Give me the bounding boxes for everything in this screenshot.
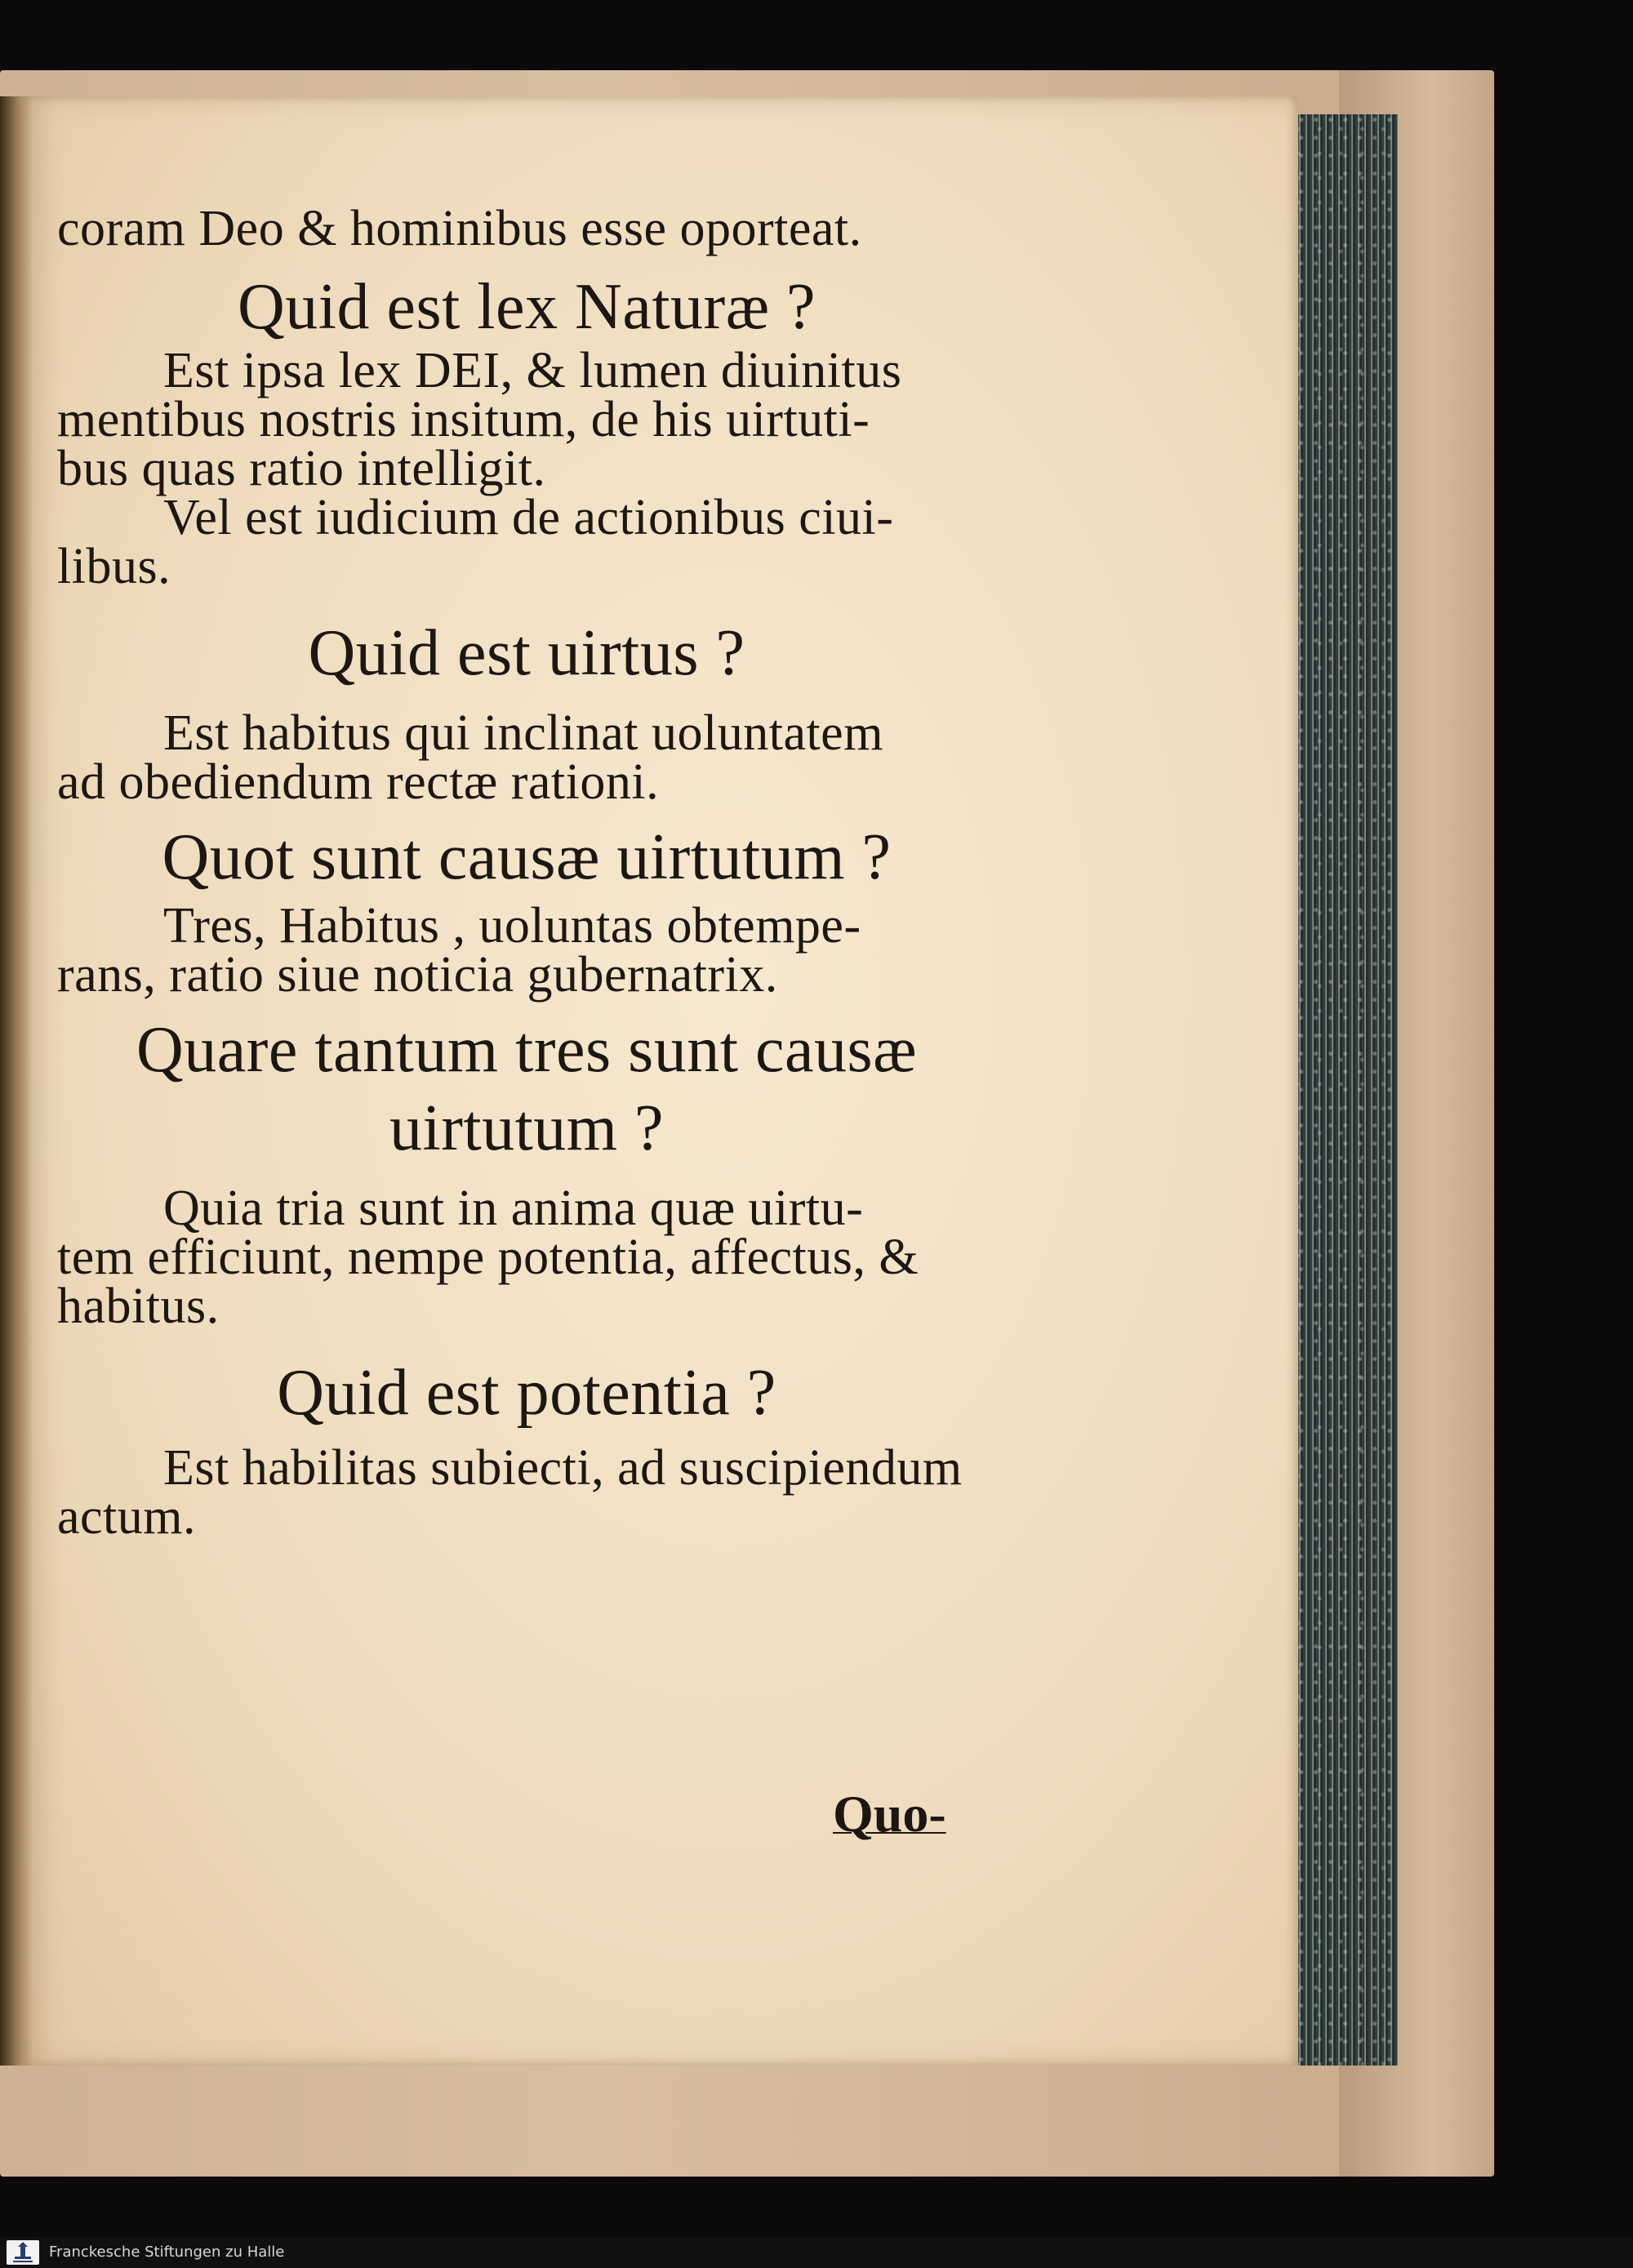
footer-bar xyxy=(0,2237,1633,2268)
text-line: tem efficiunt, nempe potentia, affectus, & xyxy=(57,1230,919,1285)
text-line: Tres, Habitus , uoluntas obtempe- xyxy=(163,898,861,954)
text-line: Est habitus qui inclinat uoluntatem xyxy=(163,705,883,761)
text-line: Est ipsa lex DEI, & lumen diuinitus xyxy=(163,343,902,398)
section-heading: Quid est uirtus ? xyxy=(308,617,745,689)
text-line: rans, ratio siue noticia gubernatrix. xyxy=(57,947,778,1003)
page-text-block xyxy=(57,201,996,1545)
text-line: bus quas ratio intelligit. xyxy=(57,441,546,496)
page-fore-edge-speckle xyxy=(1284,114,1398,2066)
text-line: Quia tria sunt in anima quæ uirtu- xyxy=(163,1181,864,1236)
page-gutter xyxy=(0,96,33,2066)
catchword: Quo- xyxy=(833,1785,946,1843)
text-line: Vel est iudicium de actionibus ciui- xyxy=(163,490,894,545)
francke-foundation-logo-icon xyxy=(7,2240,39,2265)
text-line: Est habilitas subiecti, ad suscipiendum xyxy=(163,1440,963,1496)
institution-name: Franckesche Stiftungen zu Halle xyxy=(49,2244,285,2261)
section-heading: Quare tantum tres sunt causæ xyxy=(136,1014,917,1086)
text-line: mentibus nostris insitum, de his uirtuti- xyxy=(57,392,870,447)
text-line: ad obediendum rectæ rationi. xyxy=(57,754,660,810)
text-line: coram Deo & hominibus esse oporteat. xyxy=(57,201,862,256)
section-heading: Quid est lex Naturæ ? xyxy=(237,271,816,343)
section-heading: uirtutum ? xyxy=(389,1092,665,1164)
section-heading: Quot sunt causæ uirtutum ? xyxy=(162,821,892,893)
text-line: actum. xyxy=(57,1489,196,1545)
text-line: libus. xyxy=(57,539,171,594)
text-line: habitus. xyxy=(57,1279,220,1334)
section-heading: Quid est potentia ? xyxy=(277,1357,776,1429)
